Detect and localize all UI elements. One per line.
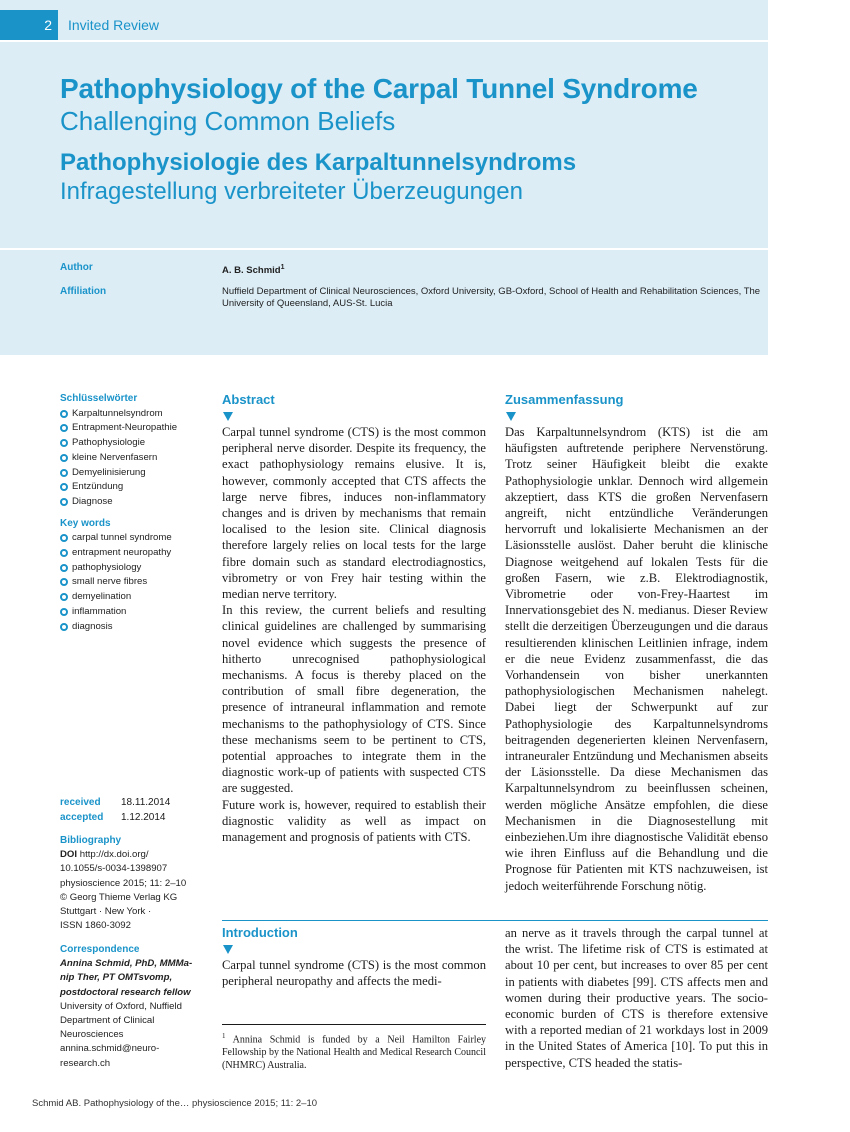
received-date: 18.11.2014 [121,797,171,808]
footnote-mark: 1 [222,1032,226,1040]
bullet-icon [60,593,68,601]
correspondent-name: postdoctoral research fellow [60,986,191,998]
page-number: 2 [44,17,52,33]
correspondence-heading: Correspondence [60,944,140,955]
introduction-paragraph: Carpal tunnel syndrome (CTS) is the most common peripheral neuropathy and affects the medi- [222,958,486,989]
keyword-en: carpal tunnel syndrome [60,531,210,546]
bullet-icon [60,608,68,616]
keyword-de: Entzündung [60,480,210,495]
introduction-column-2 [505,925,768,1071]
author-name [222,262,767,277]
keywords-en-heading: Key words [60,517,111,529]
accepted-label: accepted [60,811,104,823]
correspondent-address: University of Oxford, Nuffield [60,1000,182,1012]
bullet-icon [60,564,68,572]
zusammenfassung-paragraph: Das Karpaltunnelsyndrom (KTS) ist die am häufigsten auftretende periphere Nervenstörung. Trotz seiner Häufigkeit bleibt die exakte Pathophysiologie unklar. Dennoch wird allgemein akzeptiert, dass KTS die großen Nervenfasern angreift, nicht entzündliche Veränderungen hervorruft und lokalisierte Mechanismen an der Läsionsstelle auslöst. Daher beruht die klinische Diagnose weitgehend auf lokalen Tests für die großen Fasern, wie z.B. Elektrodiagnostik, Vibrometrie oder von-Frey-Haartest im Innervationsgebiet des N. medianus. Dieser Review stellt die derzeitigen Überzeugungen und die daraus resultierenden klinischen Leitlinien infrage, indem er die neue Evidenz zusammenfasst, die das Vorhandensein von bisher unerkannten pathophysiologischen Mechanismen nahelegt. Dabei liegt der Schwerpunkt auf zur Pathophysiologie des Karpaltunnelsyndroms beitragenden degenerierten kleinen Nervenfasern, intraneuraler Entzündung und Mechanismen abseits der Läsionsstelle. Da diese Mechanismen das Karpaltunnelsyndrom zu beeinflussen scheinen, werden mögliche Ansätze empfohlen, die diese Mechanismen in die Diagnosestellung mit einbeziehen.Um ihre diagnostische Validität ebenso wie ihren Einfluss auf die Behandlung und die Prognose für Patienten mit KTS nachzuweisen, ist jedoch weiterführende Forschung nötig. [505,425,768,893]
bullet-icon [60,439,68,447]
copyright-line: © Georg Thieme Verlag KG [60,891,178,903]
triangle-marker-icon [223,412,233,421]
keywords-de-heading: Schlüsselwörter [60,393,138,404]
correspondent-email[interactable]: research.ch [60,1057,111,1069]
footnote-text: Annina Schmid is funded by a Neil Hamilton Fairley Fellowship by the National Health and Medical Research Council (NHMRC) Australia. [222,1034,487,1071]
keyword-en: pathophysiology [60,561,210,576]
keywords-en-list [60,531,210,634]
doi-label: DOI [60,849,78,861]
subtitle-english: Challenging Common Beliefs [60,106,396,136]
bullet-icon [60,469,68,477]
bullet-icon [60,623,68,631]
header-divider [0,40,768,42]
title-block [60,72,760,206]
correspondent-address: Neurosciences [60,1029,124,1041]
keyword-en: diagnosis [60,620,210,635]
bullet-icon [60,424,68,432]
title-german: Pathophysiologie des Karpaltunnelsyndroms [60,149,577,176]
introduction-column-1 [222,925,486,989]
introduction-heading: Introduction [222,925,298,940]
correspondent-address: Department of Clinical [60,1015,155,1027]
correspondence-block [60,943,210,1071]
zusammenfassung-heading: Zusammenfassung [505,392,624,407]
correspondent-name: nip Ther, PT OMTsvomp, [60,972,173,984]
keyword-en: small nerve fibres [60,575,210,590]
keyword-de: Pathophysiologie [60,436,210,451]
keyword-en: entrapment neuropathy [60,546,210,561]
abstract-column [222,392,486,845]
abstract-paragraph: Carpal tunnel syndrome (CTS) is the most common peripheral nerve disorder. Despite its frequency, the exact pathophysiology remains elusive. It is, however, commonly accepted that CTS affects the large nerve fibres, induces non-inflammatory changes and is driven by mechanisms that remain localised to the lesion site. Clinical diagnosis therefore largely relies on local tests for the large fibre domain such as standard electrodiagnostics, vibrometry or von Frey hair testing within the median nerve territory. [222,425,486,602]
keyword-de: Diagnose [60,495,210,510]
zusammenfassung-column [505,392,768,894]
correspondent-email[interactable]: annina.schmid@neuro- [60,1043,160,1055]
abstract-paragraph: In this review, the current beliefs and resulting clinical guidelines are challenged by summarising novel evidence which suggests the presence of hitherto unrecognised pathophysiological mechanisms. A focus is thereby placed on the contribution of small fibre degeneration, the presence of intraneural inflammation and remote mechanisms to the pathophysiology of CTS. Since these mechanisms seem to be pertinent to CTS, potential approaches to integrate them in the diagnostic work-up of patients with suspected CTS are suggested. [222,603,486,796]
footnote-divider [222,1024,486,1025]
keywords-sidebar [60,392,210,634]
keyword-de: kleine Nervenfasern [60,451,210,466]
correspondent-name: Annina Schmid, PhD, MMMa- [60,958,193,970]
bullet-icon [60,578,68,586]
meta-divider [0,248,768,250]
accepted-date: 1.12.2014 [121,811,166,823]
abstract-paragraph: Future work is, however, required to establish their diagnostic validity as well as impact on management and prognosis of patients with CTS. [222,797,486,845]
bullet-icon [60,454,68,462]
section-label: Invited Review [68,17,160,33]
title-english: Pathophysiology of the Carpal Tunnel Syndrome [60,73,698,104]
introduction-paragraph: an nerve as it travels through the carpal tunnel at the wrist. The lifetime risk of CTS is estimated at about 10 per cent, but increases to over 85 per cent in patients with diabetes [99]. CTS affects men and women during their productive years. The socio-economic burden of CTS is therefore extensive with a reported median of 21 workdays lost in 2009 in the United States of America [10]. To put this in perspective, CTS headed the statis- [505,926,768,1070]
doi-value: 10.1055/s-0034-1398907 [60,863,168,875]
author-label: Author [60,262,93,273]
page-footer: Schmid AB. Pathophysiology of the… physioscience 2015; 11: 2–10 [32,1098,318,1109]
keyword-en: demyelination [60,590,210,605]
bullet-icon [60,483,68,491]
doi-link[interactable]: http://dx.doi.org/ [79,849,149,861]
affiliation-text: Nuffield Department of Clinical Neurosciences, Oxford University, GB-Oxford, School of Health and Rehabilitation Sciences, The University of Queensland, AUS-St. Lucia [222,286,761,309]
bullet-icon [60,498,68,506]
author-footnote-mark: 1 [280,264,285,271]
author-text: A. B. Schmid [222,265,281,277]
subtitle-german: Infragestellung verbreiteter Überzeugungen [60,178,523,205]
issn-line: ISSN 1860-3092 [60,920,131,932]
triangle-marker-icon [506,412,516,421]
bullet-icon [60,549,68,557]
keyword-de: Entrapment-Neuropathie [60,421,210,436]
received-label: received [60,797,101,808]
bullet-icon [60,534,68,542]
bullet-icon [60,410,68,418]
keywords-de-list [60,407,210,510]
affiliation-label: Affiliation [60,286,107,297]
triangle-marker-icon [223,945,233,954]
bibliography-block [60,834,210,933]
publisher-city-line: Stuttgart · New York · [60,906,152,918]
keyword-en: inflammation [60,605,210,620]
keyword-de: Demyelinisierung [60,466,210,481]
footnote [222,1030,486,1072]
dates-block [60,796,170,825]
citation-line: physioscience 2015; 11: 2–10 [60,877,187,889]
bibliography-heading: Bibliography [60,835,122,846]
introduction-divider [222,920,768,921]
keyword-de: Karpaltunnelsyndrom [60,407,210,422]
abstract-heading: Abstract [222,392,275,407]
